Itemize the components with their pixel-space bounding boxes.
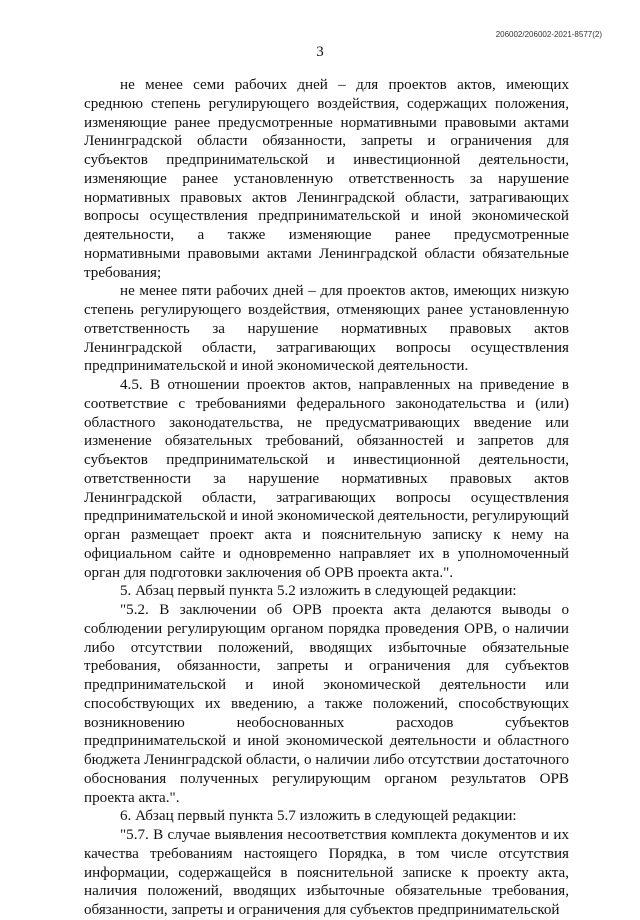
- paragraph-amendment-6: 6. Абзац первый пункта 5.7 изложить в следующей редакции:: [120, 808, 517, 825]
- paragraph-5-7: "5.7. В случае выявления несоответствия комплекта документов и их качества требованиям настоящего Порядка, в том числе отсутствия информации, содержащейся в пояснительной записке к проекту акта, наличия положений, вводящих избыточные обязательные требования, обязанности, запреты и ограничения для субъектов предпринимательской: [84, 827, 569, 918]
- paragraph-4-5: 4.5. В отношении проектов актов, направленных на приведение в соответствие с требованиями федерального законодательства и (или) областного законодательства, не предусматривающих введение или изменение обязательных требований, обязанностей и запретов для субъектов предпринимательской и инвестиционной деятельности, ответственности за нарушение нормативных правовых актов Ленинградской области, затрагивающих вопросы осуществления предпринимательской и иной экономической деятельности, регулирующий орган размещает проект акта и пояснительную записку к нему на официальном сайте и одновременно направляет их в уполномоченный орган для подготовки заключения об ОРВ проекта акта.".: [84, 377, 569, 581]
- page-number: 3: [316, 44, 324, 60]
- paragraph-seven-days: не менее семи рабочих дней – для проектов актов, имеющих среднюю степень регулирующего воздействия, содержащих положения, изменяющие ранее предусмотренные нормативными правовыми актами Ленинградской области обязанности, запреты и ограничения для субъектов предпринимательской и инвестиционной деятельности, изменяющие ранее установленную ответственность за нарушение нормативных правовых актов Ленинградской области, затрагивающих вопросы осуществления предпринимательской и иной экономической деятельности, а также изменяющие ранее предусмотренные нормативными правовыми актами Ленинградской области обязательные требования;: [84, 77, 569, 281]
- paragraph-amendment-5: 5. Абзац первый пункта 5.2 изложить в следующей редакции:: [120, 583, 517, 600]
- document-registration-number: 206002/206002-2021-8577(2): [495, 30, 602, 39]
- paragraph-5-2: "5.2. В заключении об ОРВ проекта акта делаются выводы о соблюдении регулирующим органом порядка проведения ОРВ, о наличии либо отсутствии положений, вводящих избыточные обязательные требования, обязанности, запреты и ограничения для субъектов предпринимательской и иной экономической деятельности или способствующих их введению, а также положений, способствующих возникновению необоснованных расходов субъектов предпринимательской и иной экономической деятельности и областного бюджета Ленинградской области, о наличии либо отсутствии достаточного обоснования полученных регулирующим органом результатов ОРВ проекта акта.".: [84, 602, 569, 806]
- paragraph-five-days: не менее пяти рабочих дней – для проектов актов, имеющих низкую степень регулирующего воздействия, отменяющих ранее установленную ответственность за нарушение нормативных правовых актов Ленинградской области, затрагивающих вопросы осуществления предпринимательской и иной экономической деятельности.: [84, 283, 569, 375]
- document-body: [84, 76, 569, 920]
